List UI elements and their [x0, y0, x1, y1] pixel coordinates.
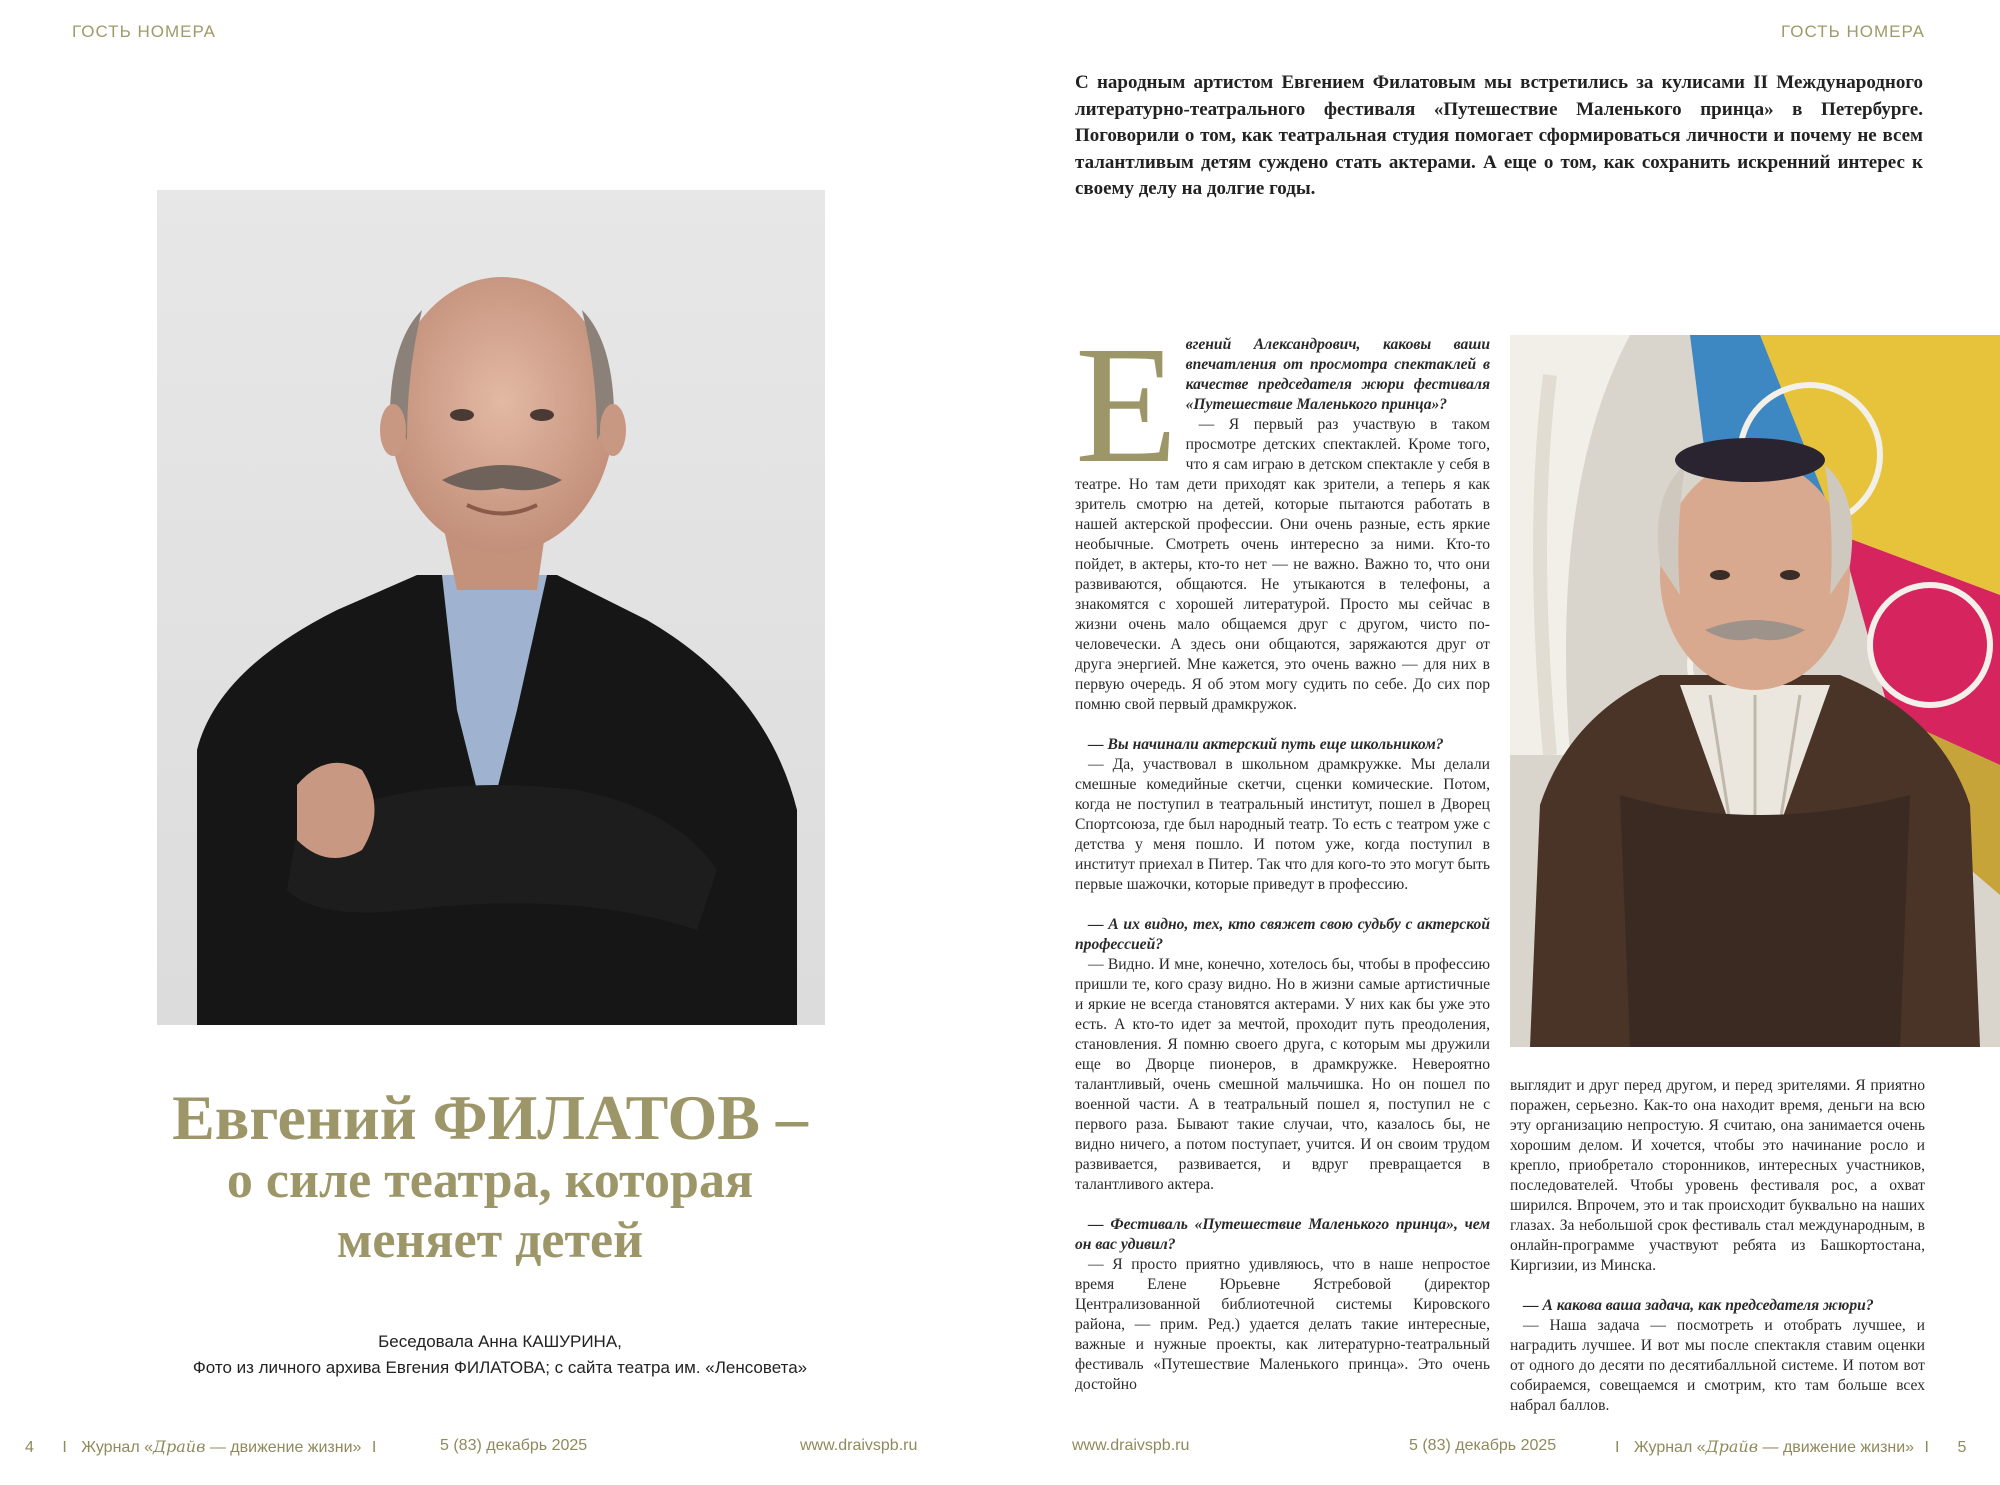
footer-separator: I — [1924, 1439, 1929, 1456]
footer-right — [1615, 1437, 1966, 1457]
page-number-left: 4 — [25, 1439, 34, 1456]
stage-photo — [1510, 335, 2000, 1047]
title-line-1: Евгений ФИЛАТОВ – — [172, 1082, 808, 1153]
stage-figure-icon — [1510, 335, 2000, 1047]
footer-website-right: www.draivspb.ru — [1072, 1437, 1190, 1454]
title-line-2: о силе театра, которая — [226, 1152, 754, 1209]
journal-name-pre: Журнал « — [81, 1439, 153, 1456]
journal-name-post: — движение жизни» — [1758, 1439, 1915, 1456]
journal-name-pre: Журнал « — [1633, 1439, 1706, 1456]
page-number-right: 5 — [1957, 1439, 1967, 1456]
article-title — [90, 1082, 890, 1271]
footer-website-left: www.draivspb.ru — [800, 1437, 918, 1454]
question-2: — Вы начинали актерский путь еще школьником? — [1088, 736, 1444, 753]
footer-issue-right: 5 (83) декабрь 2025 — [1409, 1437, 1557, 1454]
title-line-3: меняет детей — [336, 1212, 644, 1269]
question-5: — А какова ваша задача, как председателя жюри? — [1523, 1297, 1874, 1314]
portrait-photo — [157, 190, 825, 1025]
question-3: — А их видно, тех, кто свяжет свою судьбу с актерской профессией? — [1075, 916, 1490, 953]
answer-1: — Я первый раз участвую в таком просмотре детских спектаклей. Кроме того, что я сам играю в детском спектакле у себя в театре. Но там дети приходят как зрители, а теперь я как зритель смотрю на детей, которые пытаются работать в нашей актерской профессии. Они очень разные, есть яркие необычные. Смотреть очень интересно за ними. Кто-то пойдет, в актеры, кто-то нет — не важно. Важно то, что они развиваются, общаются. Не утыкаются в телефоны, а знакомятся с хорошей литературой. Просто мы сейчас в жизни очень мало общаемся друг с другом, чисто по-человечески. А здесь они общаются, заряжаются друг от друга энергией. Мне кажется, это очень важно — для них в первую очередь. Я об этом могу судить по себе. До сих пор помню свой первый драмкружок. — [1075, 416, 1490, 713]
journal-signature: Драйв — [153, 1437, 206, 1456]
credit-author: Беседовала Анна КАШУРИНА, — [378, 1332, 622, 1351]
footer-left — [25, 1437, 376, 1457]
answer-3: — Видно. И мне, конечно, хотелось бы, чтобы в профессию пришли те, кого сразу видно. Но в жизни самые артистичные и яркие не всегда становятся актерами. У них как бы уже это есть. А кто-то идет за мечтой, проходит путь преодоления, становления. Я помню своего друга, с которым мы дружили еще во Дворце пионеров, в драмкружке. Невероятно талантливый, очень смешной мальчишка. Но он пошел по военной части. А в театральный пошел я, поступил не с первого раза. Бывают такие случаи, что, казалось бы, не видно ничего, а потом поступает, учится. И он своим трудом развивается, развивается, и вдруг превращается в талантливого актера. — [1075, 956, 1490, 1193]
article-column-2 — [1510, 1076, 1925, 1416]
drop-cap: Е — [1075, 312, 1178, 498]
footer-separator: I — [62, 1439, 67, 1456]
section-label-right: ГОСТЬ НОМЕРА — [1781, 22, 1925, 41]
section-label-left: ГОСТЬ НОМЕРА — [72, 22, 216, 41]
footer-separator: I — [371, 1439, 377, 1456]
journal-name-post: — движение жизни» — [205, 1439, 362, 1456]
question-4: — Фестиваль «Путешествие Маленького принца», чем он вас удивил? — [1075, 1216, 1490, 1253]
answer-4: — Я просто приятно удивляюсь, что в наше непростое время Елене Юрьевне Ястребовой (директор Централизованной библиотечной системы Кировского района, — прим. Ред.) удается делать такие интересные, важные и нужные проекты, как литературно-театральный фестиваль «Путешествие Маленького принца». Это очень достойно — [1075, 1256, 1490, 1393]
credits — [150, 1329, 850, 1381]
answer-5: — Наша задача — посмотреть и отобрать лучшее, и наградить лучшее. И вот мы после спектакля ставим оценки от одного до десяти по десятибалльной системе. И потом вот собираемся, совещаемся и смотрим, кто там больше всех набрал баллов. — [1510, 1317, 1925, 1414]
credit-photo: Фото из личного архива Евгения ФИЛАТОВА; с сайта театра им. «Ленсовета» — [192, 1358, 808, 1377]
answer-2: — Да, участвовал в школьном драмкружке. Мы делали смешные комедийные скетчи, сценки комические. Потом, когда не поступил в театральный институт, пошел в Дворец Спортсоюза, где был народный театр. То есть с театром уже с детства у меня пошло. И потом уже, когда поступил в институт приехал в Питер. Так что для кого-то это могут быть первые шажочки, которые приведут в профессию. — [1075, 756, 1490, 893]
question-1: вгений Александрович, каковы ваши впечатления от просмотра спектаклей в качестве председателя жюри фестиваля «Путешествие Маленького принца»? — [1185, 336, 1490, 413]
answer-4-continued: выглядит и друг перед другом, и перед зрителями. Я приятно поражен, серьезно. Как-то она находит время, деньги на всю эту организацию непростую. Я считаю, она занимается очень хорошим делом. И хочется, чтобы это начинание росло и крепло, приобретало сторонников, интересных участников, последователей. Чтобы уровень фестиваля рос, а охват ширился. Впрочем, это и так происходит буквально на наших глазах. За небольшой срок фестиваль стал международным, в онлайн-программе участвуют ребята из Башкортостана, Киргизии, из Минска. — [1510, 1077, 1925, 1274]
portrait-figure-icon — [157, 190, 825, 1025]
journal-signature: Драйв — [1705, 1437, 1759, 1456]
footer-separator: I — [1615, 1439, 1620, 1456]
footer-issue-left: 5 (83) декабрь 2025 — [440, 1437, 588, 1454]
lede-paragraph: С народным артистом Евгением Филатовым мы встретились за кулисами II Международного литературно-театрального фестиваля «Путешествие Маленького принца» в Петербурге. Поговорили о том, как театральная студия помогает сформироваться личности и почему не всем талантливым детям суждено стать актерами. А еще о том, как сохранить искренний интерес к своему делу на долгие годы. — [1075, 72, 1923, 199]
article-column-1 — [1075, 312, 1490, 1395]
